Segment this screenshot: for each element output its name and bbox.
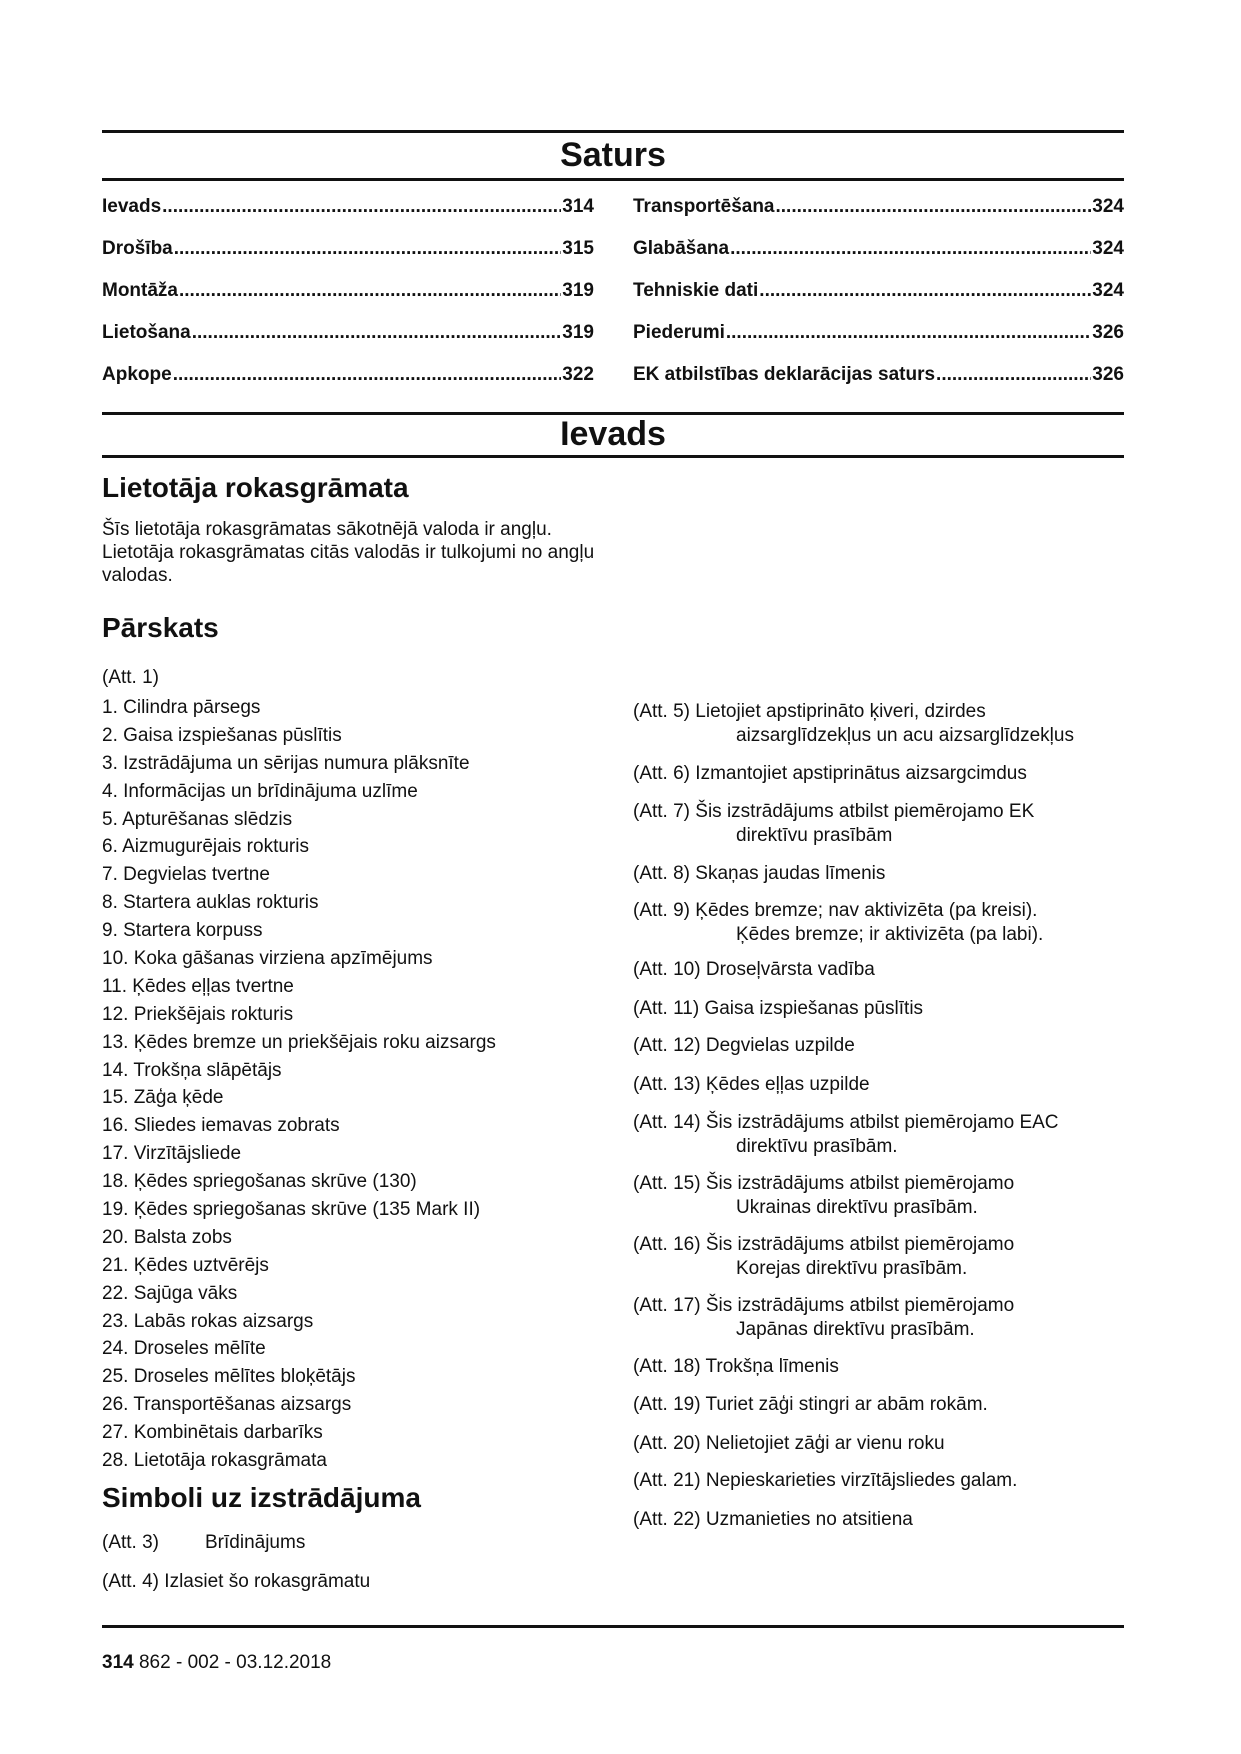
symbol-3-text: Brīdinājums bbox=[205, 1532, 306, 1553]
list-item: 26. Transportēšanas aizsargs bbox=[102, 1394, 352, 1416]
toc-entry-page: 322 bbox=[562, 364, 594, 385]
symbol-item bbox=[633, 1034, 1123, 1058]
symbol-item bbox=[633, 899, 1123, 947]
list-item: 12. Priekšējais rokturis bbox=[102, 1003, 294, 1025]
toc-entry-page: 326 bbox=[1092, 322, 1124, 343]
toc-entry[interactable] bbox=[102, 235, 594, 277]
list-item: 27. Kombinētais darbarīks bbox=[102, 1422, 323, 1444]
list-item: 8. Startera auklas rokturis bbox=[102, 892, 319, 914]
toc-title-rule bbox=[102, 178, 1124, 181]
toc-leader bbox=[726, 319, 1091, 347]
list-item: 3. Izstrādājuma un sērijas numura plāksnīte bbox=[102, 752, 470, 774]
manual-heading: Lietotāja rokasgrāmata bbox=[102, 472, 409, 503]
symbol-item bbox=[633, 1111, 1123, 1159]
symbol-line-1: (Att. 7) Šis izstrādājums atbilst piemērojamo EK bbox=[633, 801, 1035, 822]
list-item: 13. Ķēdes bremze un priekšējais roku aizsargs bbox=[102, 1031, 496, 1053]
list-item: 9. Startera korpuss bbox=[102, 920, 263, 942]
toc-leader bbox=[173, 361, 562, 389]
symbol-line-1: (Att. 12) Degvielas uzpilde bbox=[633, 1035, 855, 1056]
symbol-item bbox=[633, 1355, 1123, 1379]
overview-heading: Pārskats bbox=[102, 612, 219, 643]
toc-entry-page: 315 bbox=[562, 238, 594, 259]
symbols-heading: Simboli uz izstrādājuma bbox=[102, 1482, 421, 1513]
intro-title: Ievads bbox=[560, 415, 666, 453]
symbol-line-1: (Att. 20) Nelietojiet zāģi ar vienu roku bbox=[633, 1433, 945, 1454]
symbol-line-2: Japānas direktīvu prasībām. bbox=[736, 1319, 975, 1340]
symbol-line-1: (Att. 17) Šis izstrādājums atbilst piemērojamo bbox=[633, 1295, 1015, 1316]
symbol-item bbox=[633, 1508, 1123, 1532]
toc-entry-label: Piederumi bbox=[633, 322, 725, 343]
toc-entry-page: 314 bbox=[562, 196, 594, 217]
list-item: 20. Balsta zobs bbox=[102, 1226, 232, 1248]
toc-leader bbox=[759, 277, 1091, 305]
toc-entry[interactable] bbox=[102, 319, 594, 361]
symbol-item bbox=[633, 1233, 1123, 1281]
symbol-line-1: (Att. 9) Ķēdes bremze; nav aktivizēta (pa kreisi). bbox=[633, 900, 1038, 921]
toc-entry-page: 324 bbox=[1092, 280, 1124, 301]
list-item: 2. Gaisa izspiešanas pūslītis bbox=[102, 724, 342, 746]
symbol-line-1: (Att. 8) Skaņas jaudas līmenis bbox=[633, 863, 886, 884]
symbol-line-1: (Att. 16) Šis izstrādājums atbilst piemērojamo bbox=[633, 1234, 1015, 1255]
list-item: 7. Degvielas tvertne bbox=[102, 864, 270, 886]
symbol-item bbox=[633, 1469, 1123, 1493]
list-item: 15. Zāģa ķēde bbox=[102, 1087, 224, 1109]
list-item: 19. Ķēdes spriegošanas skrūve (135 Mark II) bbox=[102, 1199, 481, 1221]
symbol-line-1: (Att. 18) Trokšņa līmenis bbox=[633, 1356, 839, 1377]
toc-leader bbox=[776, 193, 1092, 221]
symbol-line-1: (Att. 21) Nepieskarieties virzītājsliedes galam. bbox=[633, 1470, 1018, 1491]
toc-leader bbox=[174, 235, 562, 263]
symbol-line-1: (Att. 6) Izmantojiet apstiprinātus aizsargcimdus bbox=[633, 763, 1027, 784]
toc-entry-page: 324 bbox=[1092, 196, 1124, 217]
toc-entry[interactable] bbox=[633, 277, 1124, 319]
symbol-line-1: (Att. 5) Lietojiet apstiprināto ķiveri, dzirdes bbox=[633, 701, 986, 722]
intro-title-rule bbox=[102, 455, 1124, 458]
symbol-line-1: (Att. 10) Droseļvārsta vadība bbox=[633, 959, 875, 980]
symbol-item bbox=[633, 862, 1123, 886]
list-item: 16. Sliedes iemavas zobrats bbox=[102, 1115, 340, 1137]
toc-entry-label: Ievads bbox=[102, 196, 162, 217]
symbol-item bbox=[633, 762, 1123, 786]
list-item: 11. Ķēdes eļļas tvertne bbox=[102, 975, 294, 997]
manual-text: Šīs lietotāja rokasgrāmatas sākotnējā valoda ir angļu. Lietotāja rokasgrāmatas citās valodās ir tulkojumi no angļu valodas. bbox=[102, 519, 595, 586]
symbol-item bbox=[633, 1172, 1123, 1220]
symbol-line-1: (Att. 15) Šis izstrādājums atbilst piemērojamo bbox=[633, 1173, 1015, 1194]
symbol-item bbox=[633, 1294, 1123, 1342]
list-item: 21. Ķēdes uztvērējs bbox=[102, 1254, 269, 1276]
toc-entry[interactable] bbox=[633, 319, 1124, 361]
toc-entry[interactable] bbox=[102, 193, 594, 235]
page-number: 314 bbox=[102, 1652, 134, 1673]
symbol-item bbox=[633, 1393, 1123, 1417]
toc-leader bbox=[192, 319, 562, 347]
symbol-line-2: Ķēdes bremze; ir aktivizēta (pa labi). bbox=[736, 924, 1044, 945]
toc-entry-label: Glabāšana bbox=[633, 238, 730, 259]
toc-leader bbox=[179, 277, 561, 305]
list-item: 5. Apturēšanas slēdzis bbox=[102, 808, 293, 830]
toc-entry-page: 319 bbox=[562, 280, 594, 301]
symbol-line-2: direktīvu prasībām. bbox=[736, 1136, 898, 1157]
top-rule bbox=[102, 130, 1124, 133]
toc-entry-page: 326 bbox=[1092, 364, 1124, 385]
list-item: 22. Sajūga vāks bbox=[102, 1282, 238, 1304]
list-item: 23. Labās rokas aizsargs bbox=[102, 1310, 314, 1332]
symbol-line-2: Korejas direktīvu prasībām. bbox=[736, 1258, 968, 1279]
toc-entry-page: 324 bbox=[1092, 238, 1124, 259]
toc-entry[interactable] bbox=[633, 361, 1124, 403]
toc-right-column bbox=[633, 193, 1124, 403]
toc-entry-page: 319 bbox=[562, 322, 594, 343]
list-item: 6. Aizmugurējais rokturis bbox=[102, 836, 309, 858]
footer-rule bbox=[102, 1625, 1124, 1628]
symbol-line-2: direktīvu prasībām bbox=[736, 825, 893, 846]
toc-entry[interactable] bbox=[102, 361, 594, 403]
list-item: 18. Ķēdes spriegošanas skrūve (130) bbox=[102, 1171, 417, 1193]
symbol-line-1: (Att. 11) Gaisa izspiešanas pūslītis bbox=[633, 998, 924, 1019]
toc-leader bbox=[730, 235, 1091, 263]
list-item: 14. Trokšņa slāpētājs bbox=[102, 1059, 282, 1081]
symbol-item bbox=[633, 800, 1123, 848]
list-item: 1. Cilindra pārsegs bbox=[102, 697, 261, 718]
toc-entry[interactable] bbox=[633, 235, 1124, 277]
toc-leader bbox=[936, 361, 1091, 389]
symbol-line-2: Ukrainas direktīvu prasībām. bbox=[736, 1197, 978, 1218]
toc-entry[interactable] bbox=[102, 277, 594, 319]
toc-entry-label: EK atbilstības deklarācijas saturs bbox=[633, 364, 936, 385]
toc-entry-label: Tehniskie dati bbox=[633, 280, 759, 301]
symbol-line-1: (Att. 22) Uzmanieties no atsitiena bbox=[633, 1509, 913, 1530]
toc-entry-label: Montāža bbox=[102, 280, 178, 301]
list-item: 10. Koka gāšanas virziena apzīmējums bbox=[102, 948, 433, 970]
list-item: 25. Droseles mēlītes bloķētājs bbox=[102, 1366, 356, 1388]
toc-entry-label: Apkope bbox=[102, 364, 172, 385]
toc-title: Saturs bbox=[560, 136, 666, 174]
toc-entry[interactable] bbox=[633, 193, 1124, 235]
symbol-line-2: aizsarglīdzekļus un acu aizsarglīdzekļus bbox=[736, 725, 1074, 746]
list-item: 17. Virzītājsliede bbox=[102, 1143, 242, 1165]
page-footer bbox=[102, 1651, 331, 1675]
toc-entry-label: Lietošana bbox=[102, 322, 191, 343]
symbol-4: (Att. 4) Izlasiet šo rokasgrāmatu bbox=[102, 1571, 371, 1592]
symbol-item bbox=[633, 1073, 1123, 1097]
parts-list bbox=[102, 696, 496, 1477]
symbol-3-ref: (Att. 3) bbox=[102, 1532, 160, 1553]
symbol-line-1: (Att. 13) Ķēdes eļļas uzpilde bbox=[633, 1074, 870, 1095]
list-item: 24. Droseles mēlīte bbox=[102, 1338, 266, 1360]
symbol-line-1: (Att. 14) Šis izstrādājums atbilst piemērojamo EAC bbox=[633, 1112, 1059, 1133]
toc-leader bbox=[162, 193, 561, 221]
symbol-item bbox=[633, 997, 1123, 1021]
toc-entry-label: Drošība bbox=[102, 238, 173, 259]
list-item: 28. Lietotāja rokasgrāmata bbox=[102, 1450, 327, 1472]
toc-entry-label: Transportēšana bbox=[633, 196, 775, 217]
document-code: 862 - 002 - 03.12.2018 bbox=[138, 1652, 332, 1673]
toc-left-column bbox=[102, 193, 594, 403]
symbol-item bbox=[633, 958, 1123, 982]
symbol-item bbox=[633, 700, 1123, 748]
overview-figure-ref: (Att. 1) bbox=[102, 667, 160, 688]
symbol-line-1: (Att. 19) Turiet zāģi stingri ar abām rokām. bbox=[633, 1394, 988, 1415]
symbol-item bbox=[633, 1432, 1123, 1456]
list-item: 4. Informācijas un brīdinājuma uzlīme bbox=[102, 780, 418, 802]
